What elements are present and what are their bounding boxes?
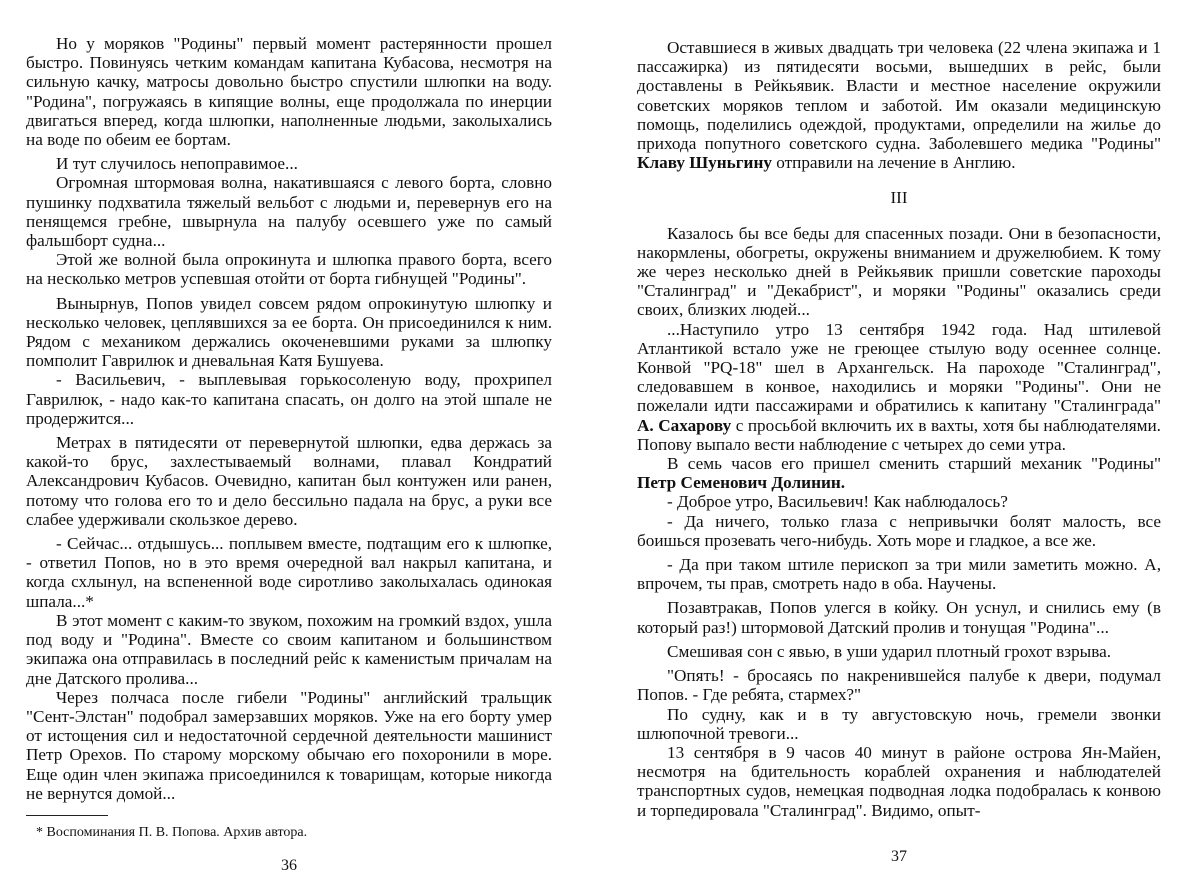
- text-segment: Оставшиеся в живых двадцать три человека (22 члена экипажа и 1 пассажирка) из пятидесяти восьми, вышедших в рейс, были доставлены в Рейкьявик. Власти и местное население окружили советских моряков теплом и заботой. Им оказали медицинскую помощь, поделились одеждой, продуктами, определили на жилье до прихода попутного советского судна. Заболевшего медика "Родины": [637, 38, 1161, 154]
- paragraph: Огромная штормовая волна, накатившаяся с левого борта, словно пушинку подхватила тяжелый вельбот с людьми и, перевернув его на пенящемся гребне, швырнула на палубу осевшего уже по самый фальшборт судна...: [26, 173, 552, 251]
- text-segment: отправили на лечение в Англию.: [771, 153, 1016, 173]
- text-segment: с просьбой включить их в вахты, хотя бы наблюдателями. Попову выпало вести наблюдение с четырех до семи утра.: [637, 415, 1161, 454]
- paragraph: Позавтракав, Попов улегся в койку. Он уснул, и снились ему (в который раз!) штормовой Датский пролив и тонущая "Родина"...: [637, 598, 1161, 637]
- section-heading: III: [890, 188, 908, 208]
- text-segment: В семь часов его пришел сменить старший механик "Родины": [667, 454, 1161, 474]
- paragraph: Метрах в пятидесяти от перевернутой шлюпки, едва держась за какой-то брус, захлестываемый волнами, плавал Кондратий Александрович Кубасов. Очевидно, капитан был контужен или ранен, потому что голова его то и дело бессильно падала на брус, а руки все слабее удерживали скользкое дерево.: [26, 433, 552, 529]
- person-name: А. Сахарову: [637, 415, 732, 435]
- paragraph: В этот момент с каким-то звуком, похожим на громкий вздох, ушла под воду и "Родина". Вместе со своим капитаном и большинством экипажа она отправилась в последний рейс к каменистым причалам на дне Датского пролива...: [26, 610, 552, 688]
- paragraph: [637, 454, 1161, 492]
- page-number: 37: [891, 847, 907, 865]
- paragraph: Этой же волной была опрокинута и шлюпка правого борта, всего на несколько метров успевшая отойти от борта гибнущей "Родины".: [26, 250, 552, 289]
- footnote-divider: [26, 815, 108, 816]
- paragraph: "Опять! - бросаясь по накренившейся палубе к двери, подумал Попов. - Где ребята, стармех?": [637, 666, 1161, 705]
- paragraph: - Да ничего, только глаза с непривычки болят малость, все боишься прозевать чего-нибудь. Хоть море и гладкое, а все же.: [637, 511, 1161, 550]
- left-page: [26, 0, 552, 875]
- paragraph: - Васильевич, - выплевывая горькосоленую воду, прохрипел Гаврилюк, - надо как-то капитана спасать, он долго на этой шпале не продержится...: [26, 370, 552, 428]
- left-page-body: [26, 34, 552, 803]
- paragraph: - Сейчас... отдышусь... поплывем вместе, подтащим его к шлюпке, - ответил Попов, но в это время очередной вал накрыл капитана, и когда схлынул, на вспененной воде сиротливо заколыхалась одинокая шпала...*: [26, 534, 552, 611]
- paragraph: И тут случилось непоправимое...: [56, 154, 298, 174]
- paragraph: Казалось бы все беды для спасенных позади. Они в безопасности, накормлены, обогреты, окружены вниманием и дружелюбием. К тому же через несколько дней в Рейкьявик пришли советские пароходы "Сталинград" и "Декабрист", и моряки "Родины" оказались среди своих, близких людей...: [637, 223, 1161, 320]
- text-segment: ...Наступило утро 13 сентября 1942 года. Над штилевой Атлантикой встало уже не греющее стылую воду осеннее солнце. Конвой "PQ-18" шел в Архангельск. На пароходе "Сталинград", следовавшем в конвое, находились и моряки "Родины". Они не пожелали идти пассажирами и обратились к капитану "Сталинграда": [637, 319, 1161, 416]
- paragraph: [637, 320, 1161, 454]
- paragraph: По судну, как и в ту августовскую ночь, гремели звонки шлюпочной тревоги...: [637, 704, 1161, 743]
- person-name: Петр Семенович Долинин.: [637, 473, 846, 493]
- right-page-body: [637, 38, 1161, 820]
- page-number: 36: [281, 856, 297, 874]
- paragraph: [637, 38, 1161, 172]
- paragraph: - Доброе утро, Васильевич! Как наблюдалось?: [667, 492, 1008, 512]
- person-name: Клаву Шуньгину: [637, 153, 772, 173]
- paragraph: Через полчаса после гибели "Родины" английский тральщик "Сент-Элстан" подобрал замерзавших моряков. Уже на его борту умер от истощения сил и недостаточной сердечной деятельности машинист Петр Орехов. По старому морскому обычаю его похоронили в море. Еще один член экипажа присоединился к товарищам, которые никогда не вернутся домой...: [26, 687, 552, 803]
- paragraph: - Да при таком штиле перископ за три мили заметить можно. А, впрочем, ты прав, смотреть надо в оба. Научены.: [637, 555, 1161, 594]
- paragraph: 13 сентября в 9 часов 40 минут в районе острова Ян-Майен, несмотря на бдительность кораблей охранения и наблюдателей транспортных судов, немецкая подводная лодка подобралась к конвою и торпедировала "Сталинград". Видимо, опыт-: [637, 742, 1161, 820]
- paragraph: Вынырнув, Попов увидел совсем рядом опрокинутую шлюпку и несколько человек, цеплявшихся за ее борта. Он присоединился к ним. Рядом с механиком держались окоченевшими руками за шлюпку помполит Гаврилюк и дневальная Катя Бушуева.: [26, 293, 552, 371]
- right-page: [637, 0, 1161, 866]
- paragraph: Смешивая сон с явью, в уши ударил плотный грохот взрыва.: [667, 641, 1112, 661]
- footnote: * Воспоминания П. В. Попова. Архив автора.: [36, 824, 308, 840]
- paragraph: Но у моряков "Родины" первый момент растерянности прошел быстро. Повинуясь четким командам капитана Кубасова, несмотря на сильную качку, матросы довольно быстро спустили шлюпки на воду. "Родина", погружаясь в кипящие волны, еще продолжала по инерции двигаться вперед, когда шлюпки, наполненные людьми, заколыхались на воде по обеим ее бортам.: [26, 34, 552, 150]
